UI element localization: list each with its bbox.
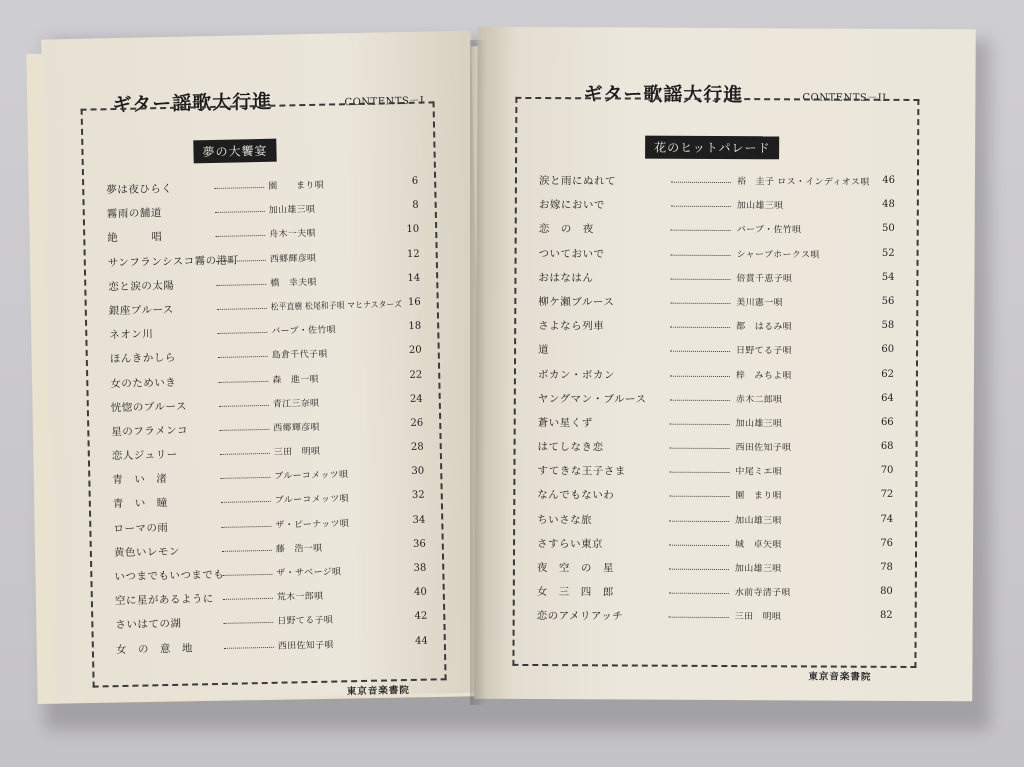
artist-name: 裕 圭子 ロス・インディオス唄	[736, 177, 870, 188]
book-gutter	[470, 40, 486, 705]
toc-entry	[537, 459, 893, 485]
leader-dots	[222, 574, 272, 576]
artist-name: 梓 みちよ唄	[735, 370, 792, 381]
leader-dots	[214, 187, 264, 189]
artist-name: 西郷輝彦唄	[269, 253, 317, 265]
leader-dots	[669, 520, 729, 521]
leader-dots	[223, 622, 273, 624]
leader-dots	[670, 375, 730, 376]
toc-entry	[537, 556, 893, 582]
artist-name: 三田 明唄	[273, 446, 321, 458]
toc-entry	[538, 290, 894, 316]
page-number: 34	[412, 514, 426, 526]
artist-name: 西田佐知子唄	[735, 443, 792, 454]
page-number: 24	[409, 393, 423, 405]
song-title: 女 三 四 郎	[536, 586, 614, 599]
song-title: 恋のアメリアッチ	[536, 610, 624, 623]
right-publisher: 東京音楽書院	[808, 671, 872, 683]
left-publisher: 東京音楽書院	[346, 684, 410, 698]
leader-dots	[670, 278, 730, 279]
page-number: 42	[414, 610, 428, 623]
leader-dots	[670, 303, 730, 304]
page-number: 14	[407, 272, 421, 284]
page-number: 68	[880, 440, 894, 452]
artist-name: 園 まり唄	[268, 180, 325, 192]
artist-name: 島倉千代子唄	[271, 349, 328, 362]
song-title: 空に星があるように	[114, 593, 215, 608]
song-title: 恋と涙の太陽	[108, 279, 175, 293]
page-number: 78	[880, 561, 893, 573]
leader-dots	[671, 254, 731, 255]
page-number: 60	[881, 344, 895, 356]
page-number: 22	[409, 369, 423, 381]
toc-entry	[538, 363, 894, 389]
artist-name: 三田 明唄	[734, 612, 782, 623]
page-number: 30	[411, 465, 425, 478]
song-title: ほんきかしら	[109, 352, 176, 366]
song-title: さいはての湖	[115, 618, 182, 632]
song-title: なんでもないわ	[537, 489, 615, 502]
leader-dots	[219, 429, 269, 431]
song-title: 夢は夜ひらく	[106, 182, 173, 197]
leader-dots	[221, 501, 271, 503]
right-page-title: ギター歌謡大行進	[583, 83, 744, 107]
left-section-title: 夢の大饗宴	[193, 139, 276, 164]
page-number: 64	[881, 392, 894, 404]
artist-name: 青江三奈唄	[272, 398, 320, 410]
leader-dots	[671, 206, 731, 207]
artist-name: 西田佐知子唄	[277, 640, 334, 652]
toc-entry	[538, 314, 894, 340]
song-title: 柳ケ瀬ブルース	[538, 295, 615, 309]
toc-entry	[539, 193, 895, 219]
leader-dots	[222, 550, 272, 552]
leader-dots	[670, 327, 730, 328]
artist-name: 森 進一唄	[272, 374, 319, 386]
song-title: 涙と雨にぬれて	[538, 175, 616, 188]
artist-name: 加山雄三唄	[736, 201, 784, 212]
leader-dots	[669, 569, 729, 570]
leader-dots	[219, 405, 269, 407]
song-title: 女のためいき	[110, 376, 177, 390]
leader-dots	[218, 380, 268, 382]
song-title: さすらい東京	[537, 537, 604, 551]
artist-name: シャープホークス唄	[736, 249, 820, 261]
page-number: 56	[881, 295, 895, 307]
toc-entry	[537, 580, 893, 606]
song-title: さよなら列車	[538, 320, 605, 333]
artist-name: バーブ・佐竹唄	[736, 225, 802, 236]
left-contents-label: CONTENTS－I	[344, 95, 425, 109]
toc-entry	[537, 435, 893, 461]
right-toc-list	[537, 169, 895, 630]
toc-entry	[538, 411, 894, 437]
song-title: 恋 の 夜	[538, 223, 594, 236]
page-number: 36	[412, 538, 426, 550]
song-title: はてしなき恋	[537, 441, 604, 454]
toc-entry	[539, 217, 895, 243]
song-title: 恋人ジュリー	[111, 448, 178, 463]
artist-name: 日野てる子唄	[736, 346, 792, 357]
artist-name: 松平直樹 松尾和子唄 マヒナスターズ	[270, 300, 403, 313]
leader-dots	[670, 351, 730, 352]
page-number: 70	[880, 465, 894, 477]
page-number: 58	[881, 319, 895, 332]
page-number: 80	[880, 586, 893, 598]
toc-entry	[537, 508, 893, 534]
page-number: 54	[881, 271, 895, 283]
song-title: 青 い 渚	[112, 473, 168, 487]
artist-name: 中尾ミエ唄	[735, 467, 782, 478]
leader-dots	[220, 453, 270, 455]
left-toc-list	[106, 172, 428, 662]
song-title: サンフランシスコ霧の港町	[107, 254, 239, 269]
song-title: 星のフラメンコ	[111, 424, 189, 439]
leader-dots	[671, 230, 731, 231]
toc-entry	[538, 387, 894, 413]
page-number: 72	[880, 489, 894, 501]
page-number: 38	[413, 562, 427, 574]
toc-entry	[538, 338, 894, 364]
song-title: 青 い 瞳	[112, 497, 168, 511]
artist-name: ザ・サベージ唄	[276, 567, 342, 579]
leader-dots	[670, 448, 730, 449]
leader-dots	[215, 235, 265, 237]
leader-dots	[669, 593, 729, 594]
song-title: ボカン・ボカン	[537, 368, 615, 381]
song-title: 蒼い星くず	[537, 416, 593, 430]
leader-dots	[220, 477, 270, 479]
page-number: 52	[881, 247, 895, 259]
artist-name: 赤木二郎唄	[735, 394, 783, 405]
page-number: 10	[406, 224, 420, 236]
artist-name: 藤 浩一唄	[275, 543, 323, 555]
song-title: ついておいで	[538, 247, 605, 260]
page-number: 66	[880, 416, 894, 428]
toc-entry	[539, 242, 895, 268]
leader-dots	[215, 211, 265, 213]
song-title: 銀座ブルース	[108, 303, 174, 318]
page-number: 48	[882, 199, 895, 211]
song-title: 道	[538, 344, 550, 357]
artist-name: 園 まり唄	[735, 491, 782, 502]
artist-name: 日野てる子唄	[277, 615, 334, 628]
toc-entry	[539, 169, 895, 195]
page-number: 26	[410, 417, 424, 429]
song-title: ネオン川	[109, 328, 154, 342]
page-number: 12	[406, 248, 420, 260]
leader-dots	[669, 496, 729, 497]
song-title: いつまでもいつまでも	[114, 568, 225, 584]
right-contents-label: CONTENTS－II	[802, 92, 887, 104]
artist-name: ブルーコメッツ唄	[274, 494, 349, 507]
artist-name: 荒木一郎唄	[276, 591, 324, 603]
song-title: ヤングマン・ブルース	[537, 392, 647, 406]
page-number: 44	[414, 635, 428, 647]
page-number: 74	[880, 513, 894, 525]
leader-dots	[218, 356, 268, 358]
leader-dots	[221, 525, 271, 527]
leader-dots	[223, 598, 273, 600]
page-number: 62	[881, 368, 894, 380]
toc-entry	[537, 604, 893, 630]
artist-name: 倍賞千恵子唄	[736, 273, 793, 285]
song-title: 黄色いレモン	[113, 545, 180, 559]
song-title: 夜 空 の 星	[536, 562, 614, 575]
right-section-title: 花のヒットパレード	[645, 136, 780, 160]
page-number: 20	[408, 344, 422, 357]
page-number: 8	[412, 199, 419, 212]
song-title: 霧雨の舗道	[106, 207, 162, 221]
artist-name: ザ・ピーナッツ唄	[275, 518, 350, 531]
artist-name: 西郷輝彦唄	[273, 422, 320, 434]
song-title: ちいさな旅	[537, 513, 593, 526]
page-number: 28	[410, 441, 424, 453]
artist-name: 城 卓矢唄	[735, 539, 782, 551]
leader-dots	[669, 545, 729, 546]
toc-entry	[537, 532, 893, 558]
leader-dots	[671, 182, 731, 183]
artist-name: 加山雄三唄	[734, 564, 782, 575]
artist-name: 橋 幸夫唄	[270, 277, 317, 289]
toc-entry	[537, 483, 893, 509]
leader-dots	[216, 259, 266, 261]
artist-name: 都 はるみ唄	[736, 322, 793, 333]
artist-name: 美川憲一唄	[736, 297, 783, 309]
leader-dots	[670, 424, 730, 425]
leader-dots	[217, 332, 267, 334]
page-number: 16	[407, 296, 421, 308]
song-title: すてきな王子さま	[537, 465, 626, 478]
artist-name: 加山雄三唄	[735, 418, 783, 430]
left-page-title: ギター謡歌大行進	[112, 90, 273, 117]
page-number: 50	[881, 223, 895, 235]
artist-name: 水前寺清子唄	[734, 588, 791, 599]
page-number: 82	[879, 610, 893, 622]
artist-name: バーブ・佐竹唄	[271, 325, 337, 337]
song-title: お嫁においで	[538, 199, 605, 212]
leader-dots	[224, 646, 274, 648]
right-page	[474, 27, 976, 702]
page-number: 18	[408, 320, 422, 333]
leader-dots	[669, 617, 729, 618]
artist-name: 加山雄三唄	[735, 515, 782, 526]
leader-dots	[217, 308, 267, 310]
leader-dots	[670, 399, 730, 400]
left-page	[41, 31, 485, 702]
artist-name: 舟木一夫唄	[269, 229, 316, 241]
page-number: 46	[882, 174, 895, 186]
artist-name: ブルーコメッツ唄	[274, 470, 349, 483]
song-title: ローマの雨	[113, 521, 169, 535]
song-title: 女 の 意 地	[115, 642, 194, 656]
song-title: 絶 唱	[107, 231, 163, 245]
page-number: 32	[411, 490, 425, 502]
page-number: 40	[413, 586, 427, 599]
toc-entry	[538, 266, 894, 292]
song-title: おはなはん	[538, 271, 594, 285]
page-number: 76	[880, 537, 894, 549]
leader-dots	[669, 472, 729, 473]
song-title: 恍惚のブルース	[110, 400, 188, 414]
page-number: 6	[411, 175, 419, 187]
artist-name: 加山雄三唄	[268, 205, 316, 217]
leader-dots	[216, 284, 266, 286]
